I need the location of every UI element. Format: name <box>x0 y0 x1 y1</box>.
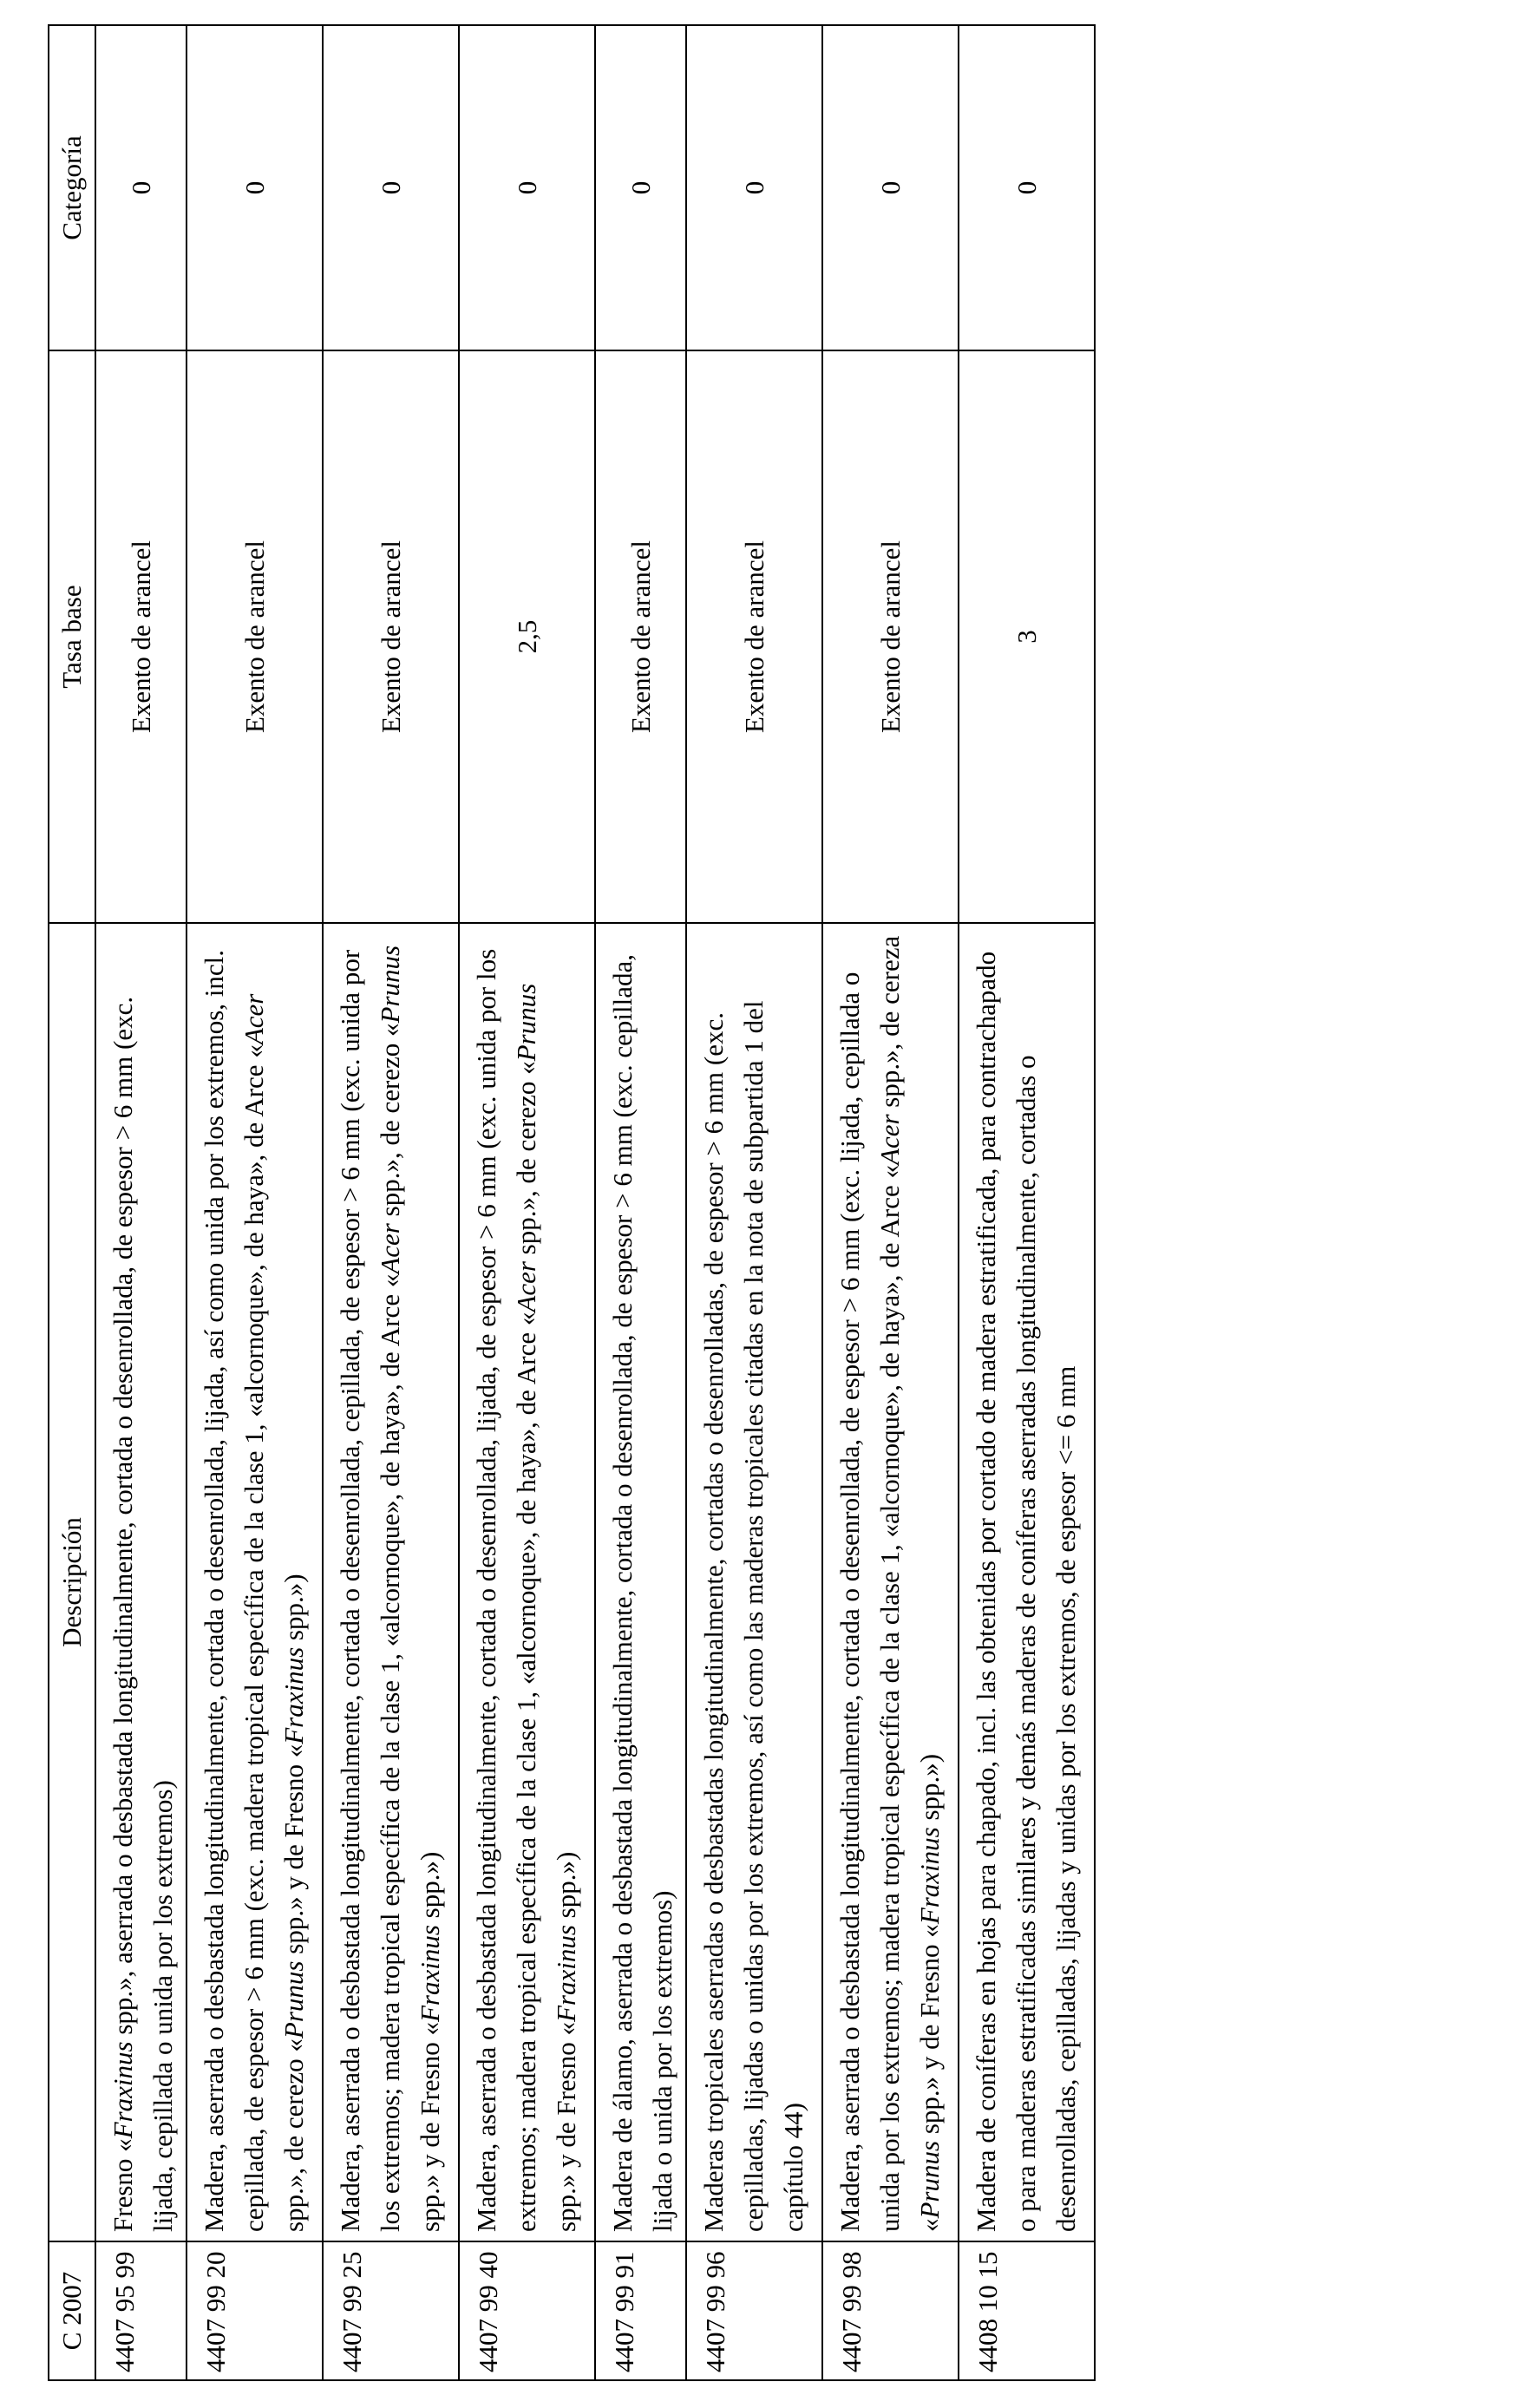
description-text: spp.», aserrada o desbastada longitudinalmente, cortada o desenrollada, de espesor > 6 mm (exc. lijada, cepillada o unida por los extremos) <box>108 996 178 2232</box>
description-text: spp.») <box>415 1851 445 1926</box>
italic-taxon: Acer <box>511 1261 541 1312</box>
italic-taxon: Prunus <box>914 2140 945 2219</box>
header-rate: Tasa base <box>49 350 95 923</box>
description-text: Fresno « <box>108 2138 138 2232</box>
header-row <box>49 25 95 2380</box>
cell-category: 0 <box>459 25 595 350</box>
italic-taxon: Acer <box>375 1223 405 1274</box>
description-text: Madera de coníferas en hojas para chapado, incl. las obtenidas por cortado de madera estratificada, para contrachapado o para maderas estratificadas similares y demás maderas de coníferas aserradas longitudinalmente, cortadas o desenrolladas, cepilladas, lijadas y unidas por los extremos, de espesor <= 6 mm <box>971 951 1081 2232</box>
cell-description <box>187 923 323 2241</box>
table-row <box>959 25 1095 2380</box>
cell-base-rate: Exento de arancel <box>187 350 323 923</box>
cell-code: 4407 99 20 <box>187 2241 323 2380</box>
table-row <box>459 25 595 2380</box>
cell-category: 0 <box>95 25 187 350</box>
italic-taxon: Fraxinus <box>108 2041 138 2139</box>
italic-taxon: Fraxinus <box>278 1646 309 1744</box>
description-text: spp.» y de Fresno « <box>278 1744 309 1961</box>
cell-category: 0 <box>822 25 959 350</box>
italic-taxon: Fraxinus <box>415 1925 445 2023</box>
cell-description <box>595 923 686 2241</box>
description-text: Madera, aserrada o desbastada longitudinalmente, cortada o desenrollada, de espesor > 6 mm (exc. lijada, cepillada o unida por los extremos; madera tropical específica de la clase 1, «alcornoque», de haya», de Arce « <box>834 972 905 2232</box>
italic-taxon: Fraxinus <box>914 1827 945 1925</box>
table-row <box>822 25 959 2380</box>
description-text: Madera de álamo, aserrada o desbastada longitudinalmente, cortada o desenrollada, de espesor > 6 mm (exc. cepillada, lijada o unida por los extremos) <box>607 953 677 2232</box>
cell-category: 0 <box>686 25 822 350</box>
italic-taxon: Prunus <box>278 1960 309 2039</box>
description-text: spp.») <box>551 1851 581 1926</box>
cell-category: 0 <box>959 25 1095 350</box>
italic-taxon: Prunus <box>511 983 541 1062</box>
description-text: spp.» y de Fresno « <box>914 1924 945 2141</box>
description-text: Madera, aserrada o desbastada longitudinalmente, cortada o desenrollada, lijada, de espesor > 6 mm (exc. unida por los extremos; madera tropical específica de la clase 1, «alcornoque», de haya», de Arce « <box>471 948 541 2232</box>
cell-code: 4407 99 91 <box>595 2241 686 2380</box>
cell-description <box>95 923 187 2241</box>
description-text: spp.») <box>914 1753 945 1828</box>
table-row <box>187 25 323 2380</box>
cell-base-rate: Exento de arancel <box>595 350 686 923</box>
description-text: spp.» y de Fresno « <box>415 2022 445 2232</box>
description-text: Madera, aserrada o desbastada longitudinalmente, cortada o desenrollada, lijada, así como unida por los extremos, incl. cepillada, de espesor > 6 mm (exc. madera tropical específica de la clase 1, «alcornoque», de haya», de Arce « <box>199 949 269 2232</box>
description-text: spp.» y de Fresno « <box>551 2022 581 2232</box>
cell-base-rate: Exento de arancel <box>686 350 822 923</box>
cell-code: 4407 99 98 <box>822 2241 959 2380</box>
tariff-table <box>48 24 1096 2381</box>
description-text: Maderas tropicales aserradas o desbastadas longitudinalmente, cortadas o desenrolladas, de espesor > 6 mm (exc. cepilladas, lijadas o unidas por los extremos, así como las maderas tropicales citadas en la nota de subpartida 1 del capítulo 44) <box>698 1000 808 2232</box>
cell-description <box>822 923 959 2241</box>
cell-code: 4407 99 96 <box>686 2241 822 2380</box>
italic-taxon: Acer <box>239 993 269 1045</box>
cell-code: 4407 95 99 <box>95 2241 187 2380</box>
rotated-page <box>48 26 1081 2381</box>
italic-taxon: Acer <box>874 1114 905 1165</box>
cell-category: 0 <box>323 25 459 350</box>
table-row <box>323 25 459 2380</box>
description-text: spp.», de cerezo « <box>278 2038 309 2232</box>
italic-taxon: Fraxinus <box>551 1925 581 2023</box>
description-text: spp.») <box>278 1574 309 1647</box>
italic-taxon: Prunus <box>375 945 405 1024</box>
cell-description <box>686 923 822 2241</box>
cell-base-rate: Exento de arancel <box>822 350 959 923</box>
cell-base-rate: Exento de arancel <box>323 350 459 923</box>
cell-code: 4408 10 15 <box>959 2241 1095 2380</box>
description-text: Madera, aserrada o desbastada longitudinalmente, cortada o desenrollada, cepillada, de espesor > 6 mm (exc. unida por los extremos; madera tropical específica de la clase 1, «alcornoque», de haya», de Arce « <box>335 949 405 2232</box>
header-category: Categoría <box>49 25 95 350</box>
header-code: C 2007 <box>49 2241 95 2380</box>
description-text: spp.», de cerezo « <box>375 1023 405 1224</box>
cell-base-rate: 2,5 <box>459 350 595 923</box>
cell-description <box>323 923 459 2241</box>
table-row <box>595 25 686 2380</box>
cell-code: 4407 99 40 <box>459 2241 595 2380</box>
cell-description <box>959 923 1095 2241</box>
header-description: Descripción <box>49 923 95 2241</box>
table-row <box>95 25 187 2380</box>
table-body <box>95 25 1095 2380</box>
description-text: spp.», de cerezo « <box>511 1061 541 1262</box>
cell-category: 0 <box>595 25 686 350</box>
cell-code: 4407 99 25 <box>323 2241 459 2380</box>
description-text: spp.», de cereza « <box>874 935 945 2232</box>
cell-base-rate: Exento de arancel <box>95 350 187 923</box>
cell-category: 0 <box>187 25 323 350</box>
table-row <box>686 25 822 2380</box>
cell-base-rate: 3 <box>959 350 1095 923</box>
cell-description <box>459 923 595 2241</box>
